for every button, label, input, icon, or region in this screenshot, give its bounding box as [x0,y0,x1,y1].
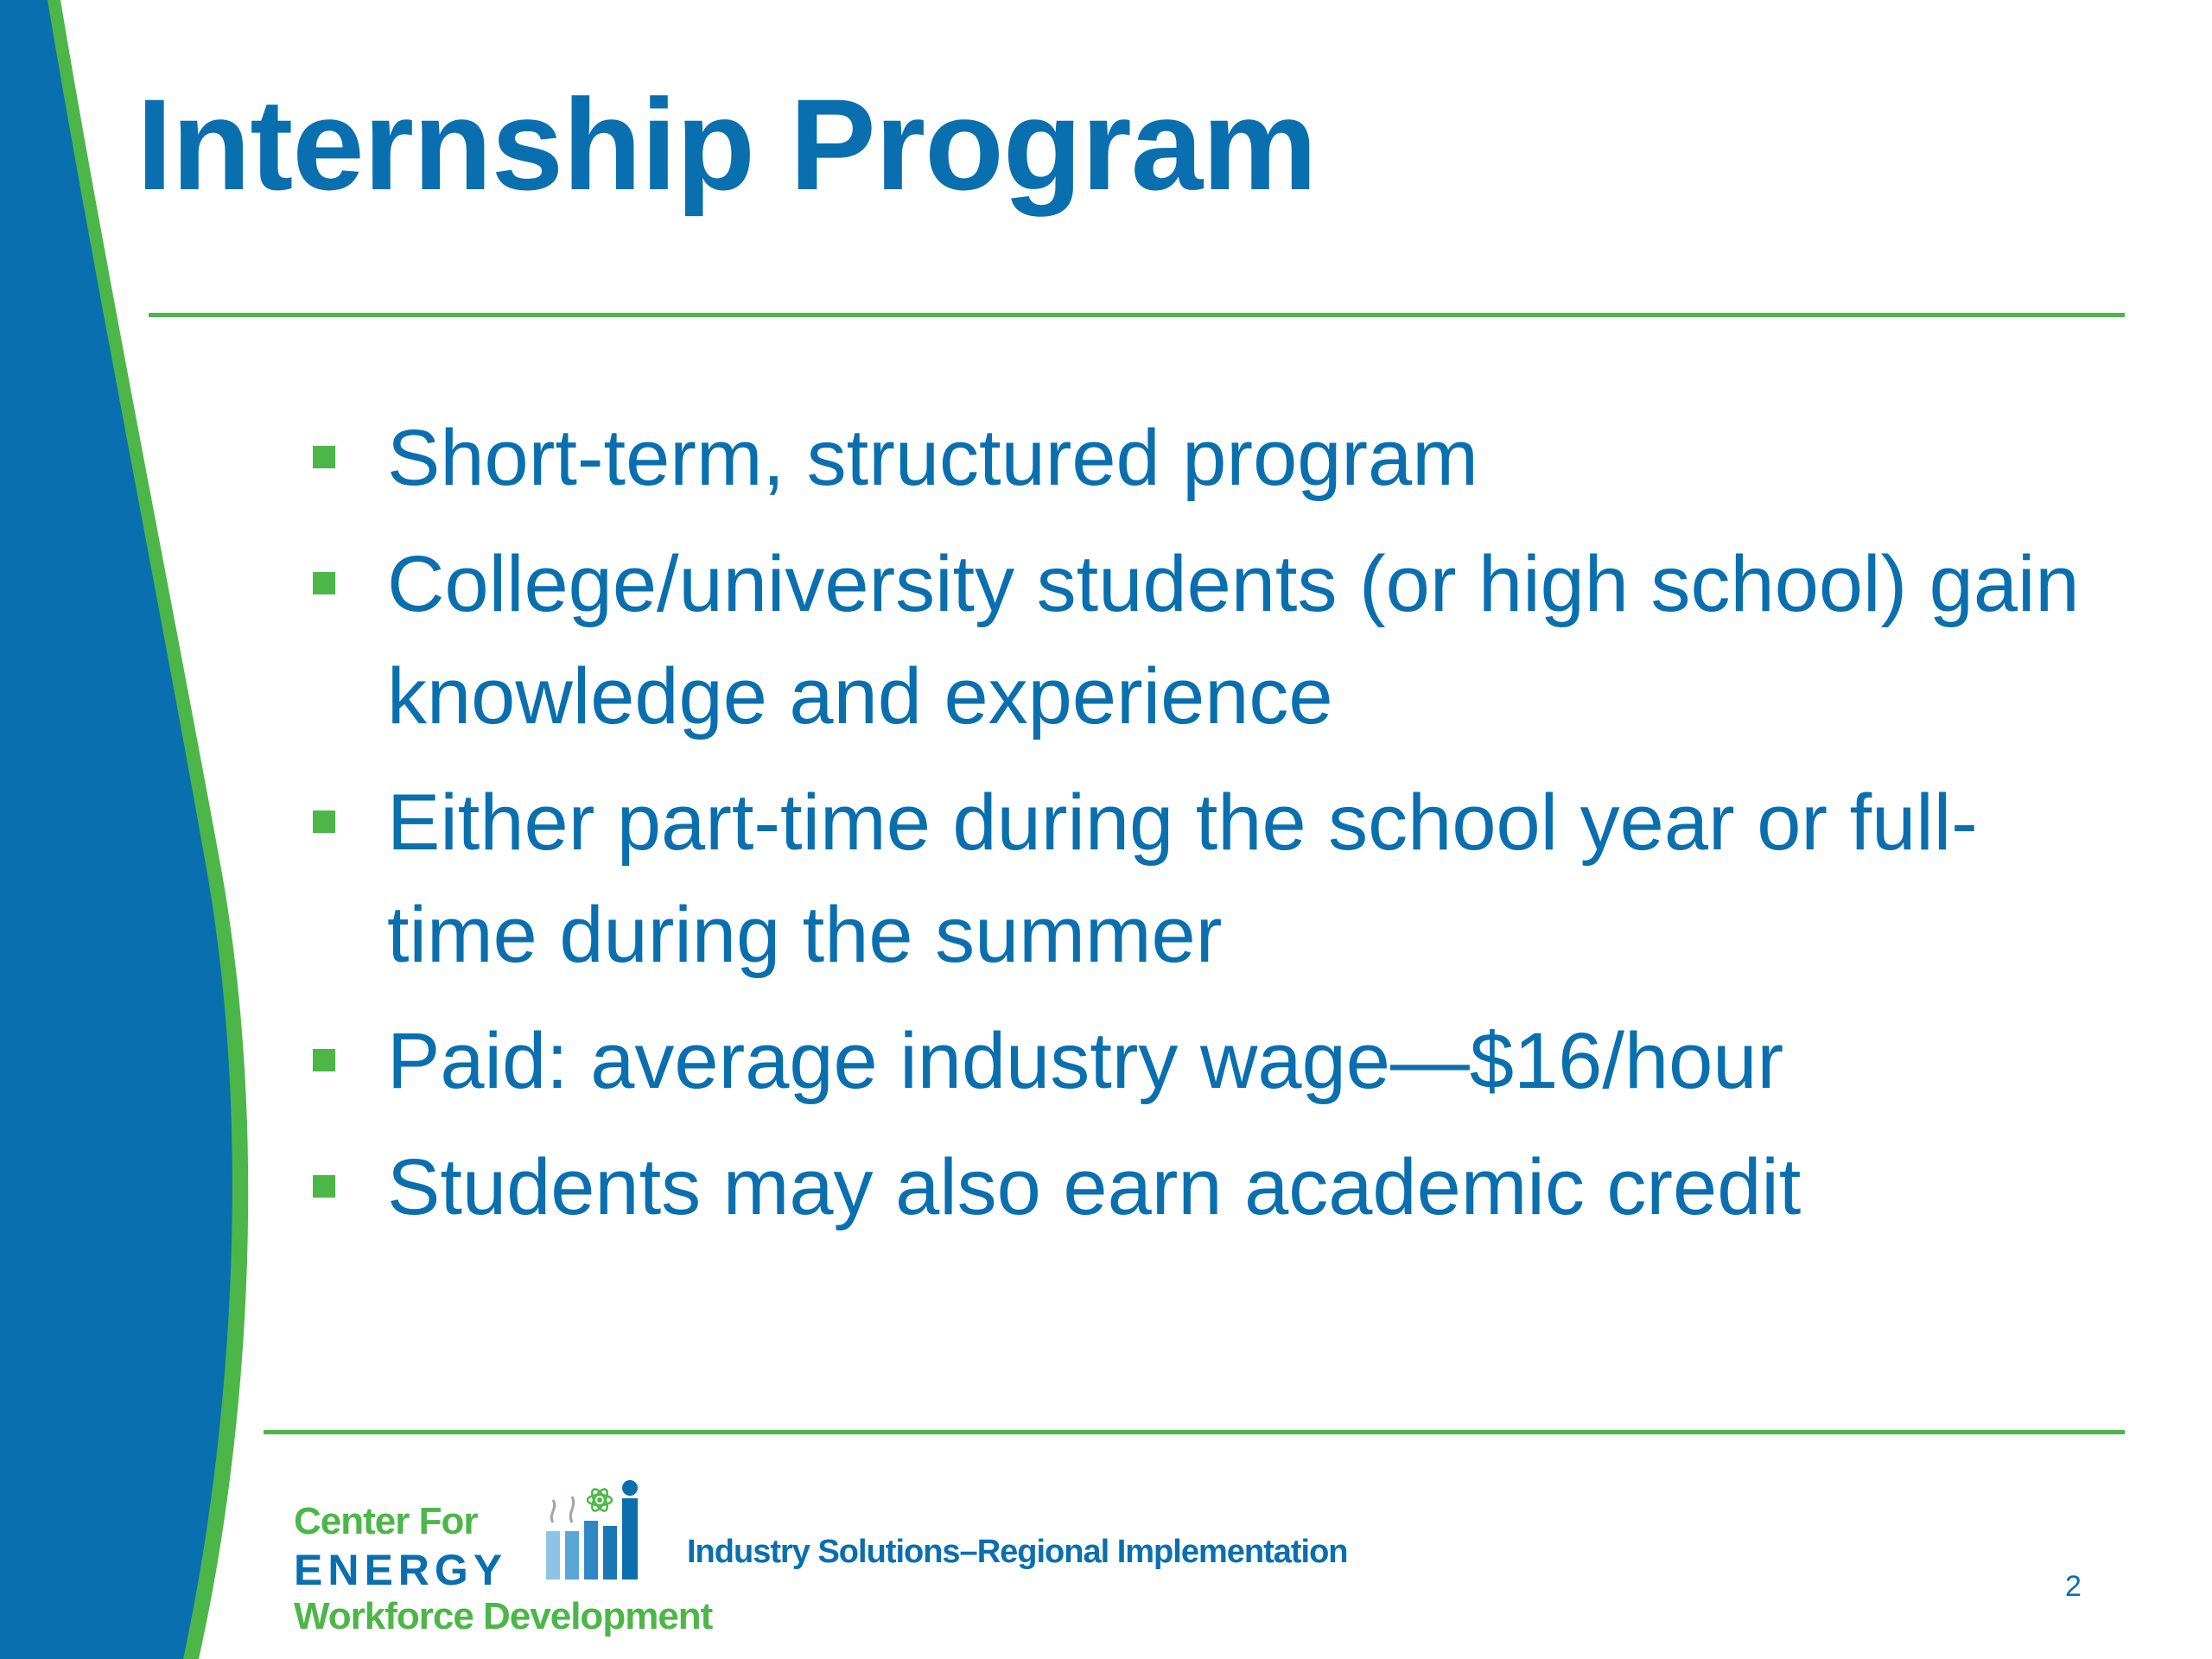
bullet-item [304,766,2119,991]
logo-line-energy: ENERGY [294,1546,508,1594]
bullet-text: Short-term, structured program [387,414,1478,502]
bullet-text: Either part-time during the school year or full-time during the summer [387,779,1978,979]
bullet-square-icon [313,810,335,833]
footer-tagline: Industry Solutions–Regional Implementation [687,1534,1348,1570]
side-wave-decoration [0,0,311,1659]
bullet-square-icon [313,572,335,594]
bullet-item [304,1131,2119,1243]
page-number: 2 [2065,1570,2082,1603]
footer-divider [264,1430,2125,1434]
bullet-square-icon [313,446,335,468]
bullet-text: Paid: average industry wage—$16/hour [387,1017,1784,1105]
logo-line-workforce: Workforce Development [294,1595,713,1637]
slide-title: Internship Program [137,72,1317,217]
logo-line-center-for: Center For [294,1500,478,1542]
bullet-list [304,402,2119,1257]
bullet-item [304,1005,2119,1117]
bullet-text: Students may also earn academic credit [387,1143,1802,1231]
bullet-square-icon [313,1049,335,1071]
bullet-item [304,402,2119,514]
bullet-text: College/university students (or high school) gain knowledge and experience [387,540,2080,741]
title-divider [149,313,2125,317]
energy-icons-mark-icon [543,1478,646,1581]
bullet-square-icon [313,1175,335,1198]
bullet-item [304,528,2119,753]
